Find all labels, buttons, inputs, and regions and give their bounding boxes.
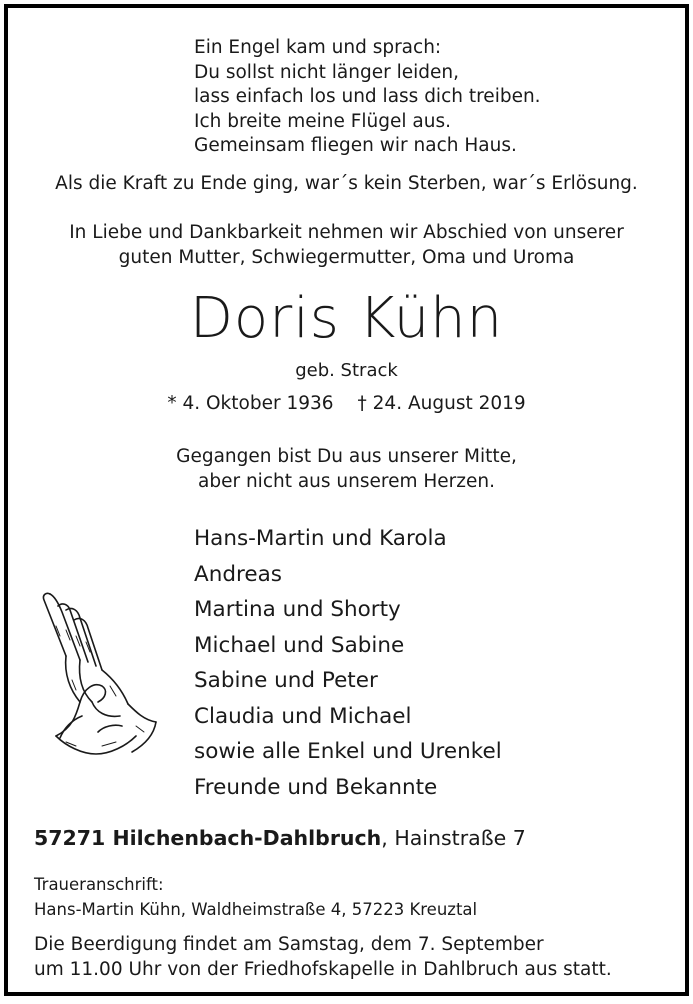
mourner: Martina und Shorty: [194, 597, 401, 622]
mourner: Hans-Martin und Karola: [194, 526, 447, 551]
poem-line: lass einfach los und lass dich treiben.: [194, 86, 541, 107]
postal-label: Traueranschrift:: [34, 875, 164, 894]
obituary-notice: [4, 4, 689, 996]
motto-line: aber nicht aus unserem Herzen.: [198, 471, 495, 492]
poem: [194, 36, 541, 159]
postal-value: Hans-Martin Kühn, Waldheimstraße 4, 57223 Kreuztal: [34, 900, 478, 919]
life-dates: [8, 393, 685, 414]
birth-date: * 4. Oktober 1936: [167, 393, 334, 414]
address: [34, 826, 526, 850]
mourner: Michael und Sabine: [194, 632, 405, 658]
mourner: Sabine und Peter: [194, 668, 378, 693]
mourner: Andreas: [194, 561, 282, 587]
address-city: 57271 Hilchenbach-Dahlbruch: [34, 826, 382, 850]
poem-line: Gemeinsam fliegen wir nach Haus.: [194, 135, 517, 156]
intro-text: [8, 220, 685, 270]
intro-line: In Liebe und Dankbarkeit nehmen wir Abschied von unserer: [69, 222, 624, 243]
funeral-line: um 11.00 Uhr von der Friedhofskapelle in Dahlbruch aus statt.: [34, 958, 612, 980]
deceased-name: Doris Kühn: [189, 286, 504, 351]
death-date: † 24. August 2019: [357, 393, 526, 414]
motto-line: Gegangen bist Du aus unserer Mitte,: [176, 446, 517, 467]
poem-line: Ich breite meine Flügel aus.: [194, 110, 451, 132]
mourner: Claudia und Michael: [194, 703, 412, 729]
intro-line: guten Mutter, Schwiegermutter, Oma und Uroma: [118, 247, 575, 268]
motto: [8, 444, 685, 494]
funeral-info: [34, 933, 612, 982]
praying-hands-icon: [36, 586, 160, 761]
quote: Als die Kraft zu Ende ging, war´s kein Sterben, war´s Erlösung.: [55, 173, 638, 194]
maiden-name: geb. Strack: [295, 360, 398, 381]
poem-line: Du sollst nicht länger leiden,: [194, 61, 459, 83]
mourner: sowie alle Enkel und Urenkel: [194, 739, 502, 764]
address-street: , Hainstraße 7: [381, 826, 526, 850]
poem-line: Ein Engel kam und sprach:: [194, 37, 442, 58]
mourner: Freunde und Bekannte: [194, 774, 438, 800]
postal-address: [34, 872, 477, 922]
funeral-line: Die Beerdigung findet am Samstag, dem 7. September: [34, 934, 544, 955]
mourners-list: [194, 521, 502, 805]
